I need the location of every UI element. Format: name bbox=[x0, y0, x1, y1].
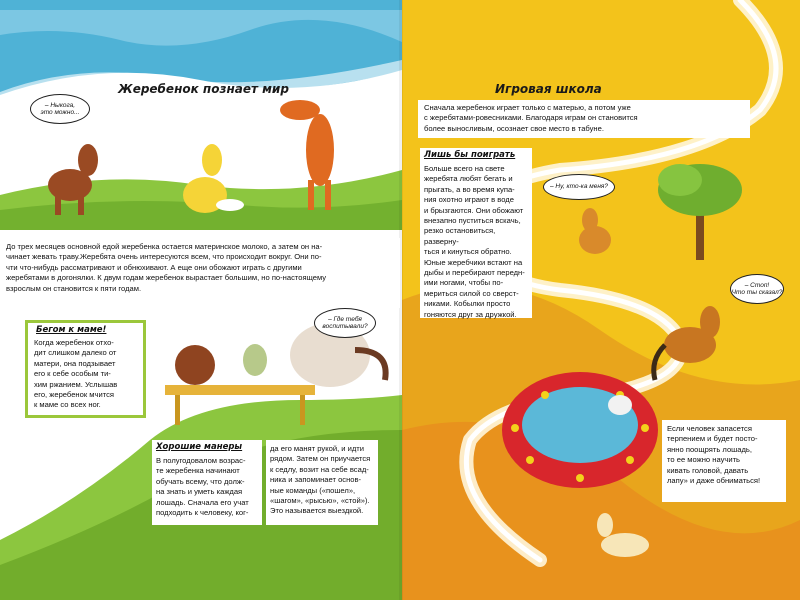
right-page-title: Игровая школа bbox=[495, 82, 602, 96]
right-intro-box bbox=[418, 100, 750, 138]
speech-bubble-right-text: – Где тебя воспитывали? bbox=[322, 315, 368, 330]
speech-bubble-catch bbox=[543, 174, 615, 200]
left-intro-box bbox=[0, 238, 400, 308]
play-box bbox=[420, 148, 532, 318]
manners-title: Хорошие манеры bbox=[156, 442, 243, 452]
right-intro-text: Сначала жеребенок играет только с матерью, а потом уже с жеребятами-ровесниками. Благодаря играм он становится более выносливым, осознает свое место в табуне. bbox=[424, 103, 638, 133]
speech-bubble-catch-text: – Ну, кто-ка меня? bbox=[549, 183, 609, 191]
speech-bubble-left-text: – Ныкога, это можно... bbox=[40, 101, 80, 116]
left-intro-text: До трех месяцев основной едой жеребенка остается материнское молоко, а затем он на- чинает жевать траву.Жеребята очень интересуются всем, что происходит вокруг. Они по- чти что-нибудь рассматривают и обнюхивают. А еще они обожают играть с другими жеребятами в догонялки. К двум годам жеребенок вырастает большим, но по-настоящему взрослым он становится к пяти годам. bbox=[6, 242, 327, 293]
manners-text-col2: да его манят рукой, и идти рядом. Затем он приучается к седлу, возит на себе всад- ника и запоминает основ- ные команды («пошел», «шагом», «рысью», «стой»). Это называется выездкой. bbox=[270, 444, 371, 516]
speech-bubble-stop-text: – Стоп! Что ты сказал? bbox=[731, 281, 783, 296]
speech-bubble-stop bbox=[730, 274, 784, 304]
patience-text: Если человек запасется терпением и будет посто- янно поощрять лошадь, то ее можно научить кивать головой, давать лапу» и даже обниматься! bbox=[667, 424, 761, 486]
paddling-pool bbox=[502, 372, 658, 488]
play-text: Больше всего на свете жеребята любят бегать и прыгать, а во время купа- ния охотно играют в воде и брызгаются. Они обожают внезапно пуститься вскачь, резко остановиться, разверну- ться и кинуться обратно. Юные жеребчики встают на дыбы и перебирают передн- ими ногами, чтобы по- мериться силой со сверст- никами. Кобылки просто гоняются друг за дружкой. bbox=[424, 164, 525, 319]
speech-bubble-right bbox=[314, 308, 376, 338]
manners-box-col1 bbox=[152, 440, 262, 525]
speech-bubble-left bbox=[30, 94, 90, 124]
run-to-mom-text: Когда жеребенок отхо- дит слишком далеко от матери, она подзывает его к себе особым ти- хим ржанием. Услышав его, жеребенок мчится к маме со всех ног. bbox=[34, 338, 118, 410]
manners-text-col1: В полугодовалом возрас- те жеребенка начинают обучать всему, что долж- на знать и уметь каждая лошадь. Сначала его учат подходить к человеку, ког- bbox=[156, 456, 249, 518]
patience-box bbox=[662, 420, 786, 502]
manners-box-col2 bbox=[266, 440, 378, 525]
run-to-mom-title: Бегом к маме! bbox=[36, 325, 107, 335]
left-page-title: Жеребенок познает мир bbox=[118, 82, 289, 96]
play-title: Лишь бы поиграть bbox=[424, 150, 516, 160]
run-to-mom-box bbox=[25, 320, 146, 418]
